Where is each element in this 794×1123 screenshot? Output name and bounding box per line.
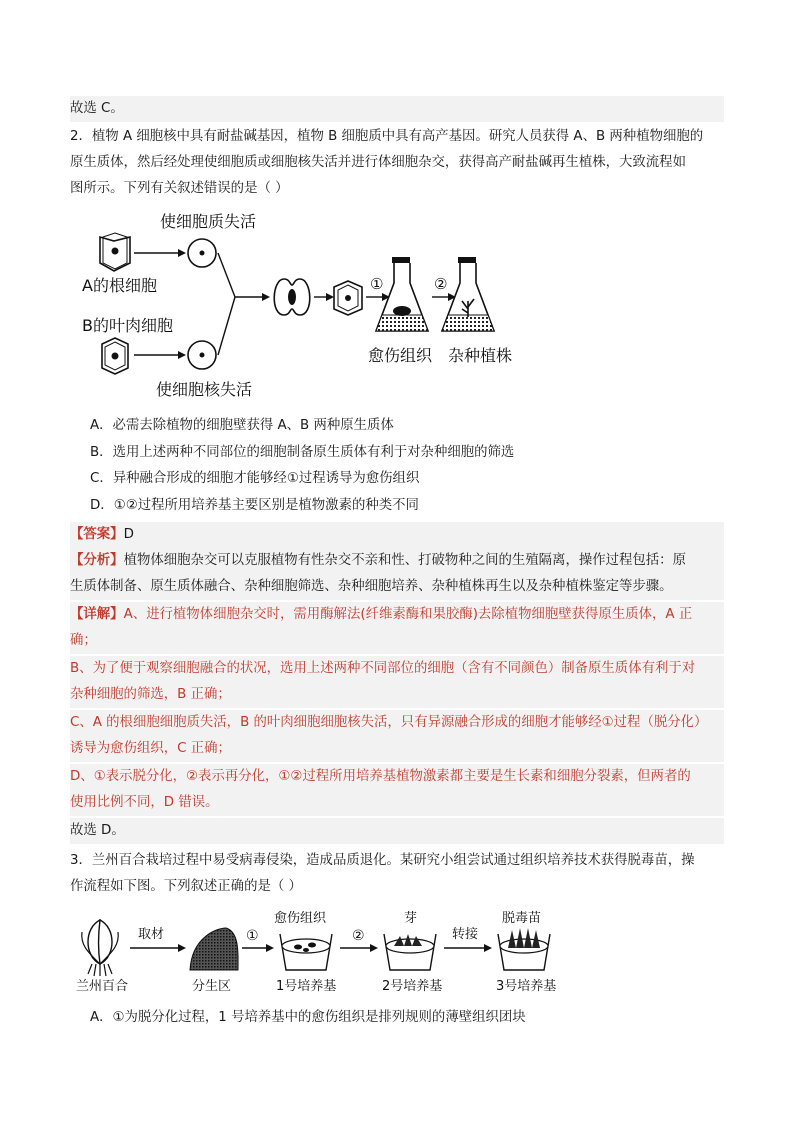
q2-option-d: D．①②过程所用培养基主要区别是植物激素的种类不同 [90, 498, 419, 513]
medium-2-dish-icon [384, 934, 436, 970]
q2-detail-line-3: B、为了便于观察细胞融合的状况，选用上述两种不同部位的细胞（含有不同颜色）制备原生质体有利于对 [70, 656, 724, 682]
q2-analysis-line-2: 生质体制备、原生质体融合、杂种细胞筛选、杂种细胞培养、杂种植株再生以及杂种植株鉴定等步骤。 [70, 574, 724, 600]
q2-detail-line-1: 【详解】A、进行植物体细胞杂交时，需用酶解法(纤维素酶和果胶酶)去除植物细胞壁获得原生质体，A 正 [70, 602, 724, 628]
q2-option-a: A．必需去除植物的细胞壁获得 A、B 两种原生质体 [90, 418, 394, 433]
q2-analysis-line-1: 【分析】植物体细胞杂交可以克服植物有性杂交不亲和性、打破物种之间的生殖隔离，操作过程包括：原 [70, 548, 724, 574]
transfer-label: 转接 [452, 927, 479, 942]
bud-label: 芽 [404, 911, 418, 926]
callus-label-q3: 愈伤组织 [274, 911, 327, 926]
step-1-marker: ① [370, 275, 384, 293]
top-protoplast-icon [188, 239, 216, 267]
q3-tissue-culture-diagram [70, 906, 570, 998]
b-cell-label: B的叶肉细胞 [82, 316, 173, 335]
a-root-cell-icon [100, 233, 130, 271]
medium-3-label: 3号培养基 [496, 979, 557, 994]
answer-tag: 【答案】 [70, 527, 124, 542]
q3-step-2: ② [352, 928, 365, 944]
q2-detail-line-8: 使用比例不同，D 错误。 [70, 790, 724, 816]
sampling-arrow-label: 取材 [138, 927, 165, 942]
detail-tag: 【详解】 [70, 607, 124, 622]
medium-2-label: 2号培养基 [382, 979, 443, 994]
q3-option-a: A．①为脱分化过程，1 号培养基中的愈伤组织是排列规则的薄壁组织团块 [90, 1010, 526, 1025]
q3-stem-line-2: 作流程如下图。下列叙述正确的是（ ） [70, 879, 302, 894]
q2-detail-line-5: C、A 的根细胞细胞质失活，B 的叶肉细胞细胞核失活，只有异源融合形成的细胞才能够经①过程（脱分化） [70, 710, 724, 736]
bottom-protoplast-icon [188, 341, 216, 369]
meristem-icon [190, 928, 238, 970]
medium-1-dish-icon [280, 934, 332, 970]
q3-step-1: ① [246, 928, 259, 944]
meristem-label: 分生区 [192, 979, 232, 994]
q2-somatic-hybridization-diagram [70, 205, 540, 405]
q2-option-b: B．选用上述两种不同部位的细胞制备原生质体有利于对杂种细胞的筛选 [90, 445, 515, 460]
answer-value: D [123, 527, 134, 542]
q2-detail-line-2: 确； [70, 628, 724, 654]
callus-label: 愈伤组织 [368, 346, 433, 365]
q2-detail-line-4: 杂种细胞的筛选，B 正确； [70, 682, 724, 708]
a-cell-label: A的根细胞 [82, 276, 157, 295]
top-inactivation-label: 使细胞质失活 [160, 212, 257, 231]
q2-detail-line-6: 诱导为愈伤组织，C 正确； [70, 736, 724, 762]
q2-stem-line-1: 2．植物 A 细胞核中具有耐盐碱基因，植物 B 细胞质中具有高产基因。研究人员获得 A、B 两种植物细胞的 [70, 129, 704, 144]
q1-conclusion: 故选 C。 [70, 96, 724, 122]
hybrid-plant-label: 杂种植株 [448, 346, 513, 365]
q2-stem-line-3: 图所示。下列有关叙述错误的是（ ） [70, 181, 289, 196]
bottom-inactivation-label: 使细胞核失活 [156, 380, 253, 399]
lily-label: 兰州百合 [76, 979, 129, 994]
q3-stem-line-1: 3．兰州百合栽培过程中易受病毒侵染，造成品质退化。某研究小组尝试通过组织培养技术获得脱毒苗，操 [70, 853, 695, 868]
q2-answer-line [70, 522, 724, 548]
b-mesophyll-cell-icon [102, 338, 128, 374]
medium-1-label: 1号培养基 [276, 979, 337, 994]
virus-free-seedling-label: 脱毒苗 [502, 911, 542, 926]
analysis-tag: 【分析】 [70, 553, 124, 568]
step-2-marker: ② [434, 275, 448, 293]
lily-bulb-icon [82, 920, 119, 976]
q2-detail-line-7: D、①表示脱分化，②表示再分化，①②过程所用培养基植物激素都主要是生长素和细胞分裂素，但两者的 [70, 764, 724, 790]
q2-option-c: C．异种融合形成的细胞才能够经①过程诱导为愈伤组织 [90, 471, 420, 486]
medium-3-dish-icon [498, 928, 550, 970]
hybrid-cell-icon [334, 281, 362, 315]
fused-cell-icon [274, 279, 310, 315]
q2-conclusion: 故选 D。 [70, 818, 724, 844]
q2-stem-line-2: 原生质体，然后经处理使细胞质或细胞核失活并进行体细胞杂交，获得高产耐盐碱再生植株，大致流程如 [70, 155, 686, 170]
